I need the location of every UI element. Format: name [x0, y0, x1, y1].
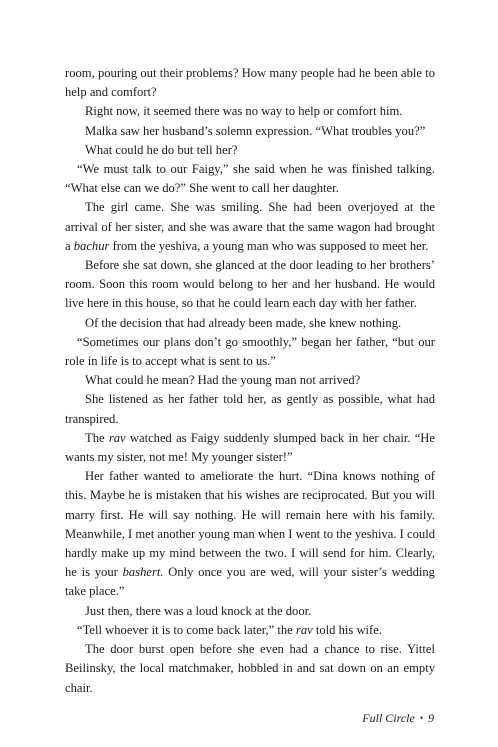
paragraph: room, pouring out their problems? How many people had he been able to help and comfort? [65, 66, 435, 100]
paragraph: The rav watched as Faigy suddenly slumped back in her chair. “He wants my sister, not me! My younger sister!” [65, 430, 435, 465]
paragraph: “Tell whoever it is to come back later,” the rav told his wife. [77, 622, 382, 637]
body-text [65, 64, 435, 698]
paragraph: The door burst open before she even had a chance to rise. Yittel Beilinsky, the local matchmaker, hobbled in and sat down on an empty chair. [65, 642, 435, 695]
book-title: Full Circle [362, 711, 415, 725]
footer-separator: • [419, 713, 423, 723]
paragraph: Malka saw her husband’s solemn expression. “What troubles you?” [85, 123, 426, 138]
paragraph: Just then, there was a loud knock at the door. [85, 603, 312, 618]
paragraph: “We must talk to our Faigy,” she said when he was finished talking. “What else can we do?” She went to call her daughter. [65, 162, 435, 196]
paragraph: What could he mean? Had the young man not arrived? [85, 373, 361, 388]
paragraph: Before she sat down, she glanced at the door leading to her brothers’ room. Soon this room would belong to her and her husband. He would live here in this house, so that he could learn each day with her father. [65, 258, 435, 311]
paragraph: “Sometimes our plans don’t go smoothly,” began her father, “but our role in life is to accept what is sent to us.” [65, 334, 435, 369]
paragraph: The girl came. She was smiling. She had been overjoyed at the arrival of her sister, and she was aware that the same wagon had brought a bachur from the yeshiva, a young man who was supposed to meet her. [65, 200, 435, 253]
running-footer [362, 711, 434, 726]
paragraph: She listened as her father told her, as gently as possible, what had transpired. [65, 392, 435, 426]
paragraph: Her father wanted to ameliorate the hurt. “Dina knows nothing of this. Maybe he is mistaken that his wishes are reciprocated. But you will marry first. He will say nothing. He will remain here with his family. Meanwhile, I met another young man when I went to the yeshiva. I could hardly make up my mind between the two. I will send for him. Clearly, he is your bashert. Only once you are wed, will your sister’s wedding take place.” [65, 469, 435, 599]
paragraph: Right now, it seemed there was no way to help or comfort him. [85, 104, 403, 119]
paragraph: What could he do but tell her? [85, 142, 238, 157]
page-number: 9 [428, 711, 434, 725]
paragraph: Of the decision that had already been made, she knew nothing. [85, 315, 402, 330]
